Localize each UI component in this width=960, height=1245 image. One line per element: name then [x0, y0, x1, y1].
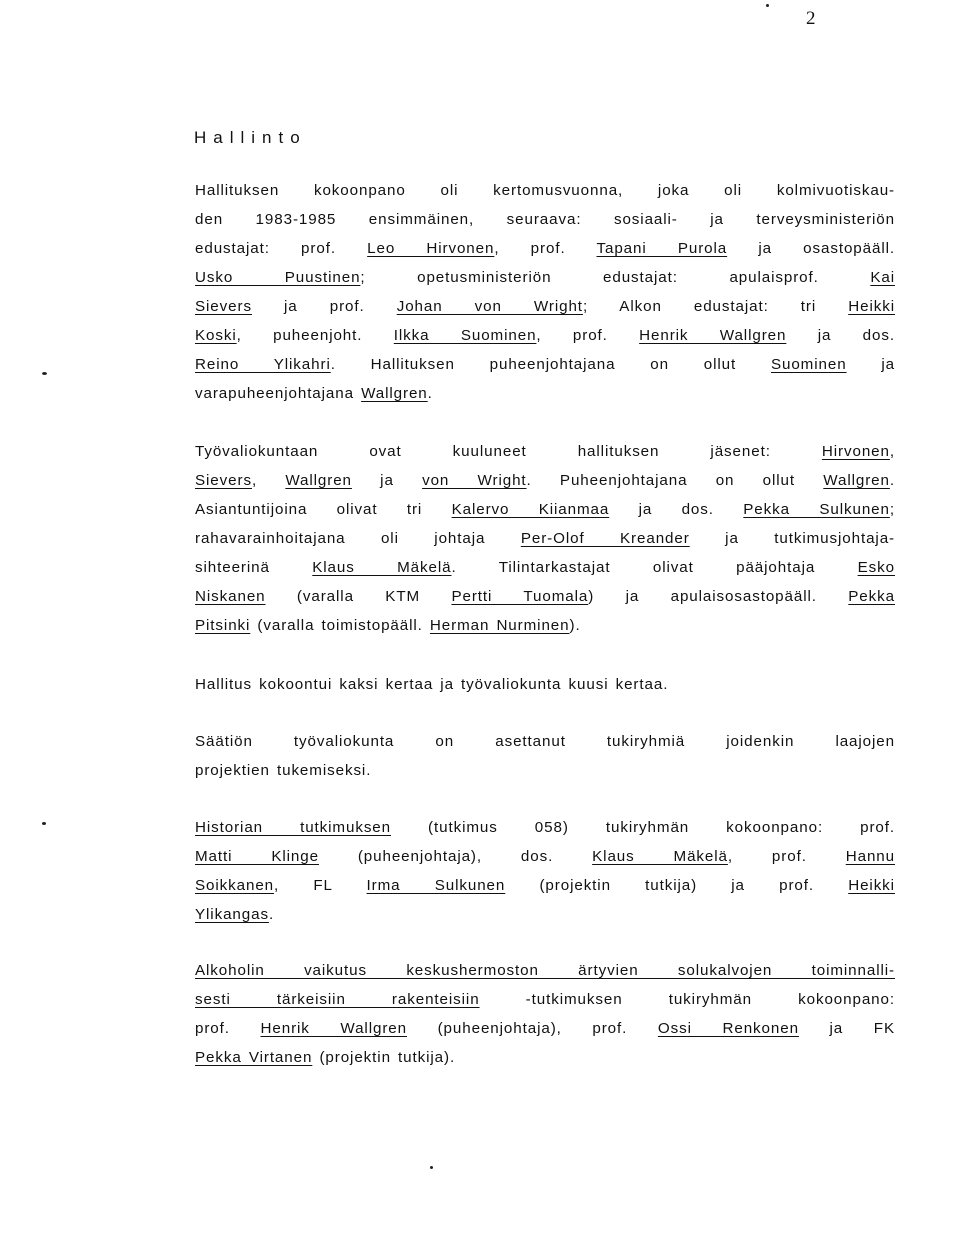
underlined-name: Johan von Wright: [396, 298, 583, 315]
underlined-name: Historian tutkimuksen: [195, 819, 392, 836]
text-span: , puheenjoht.: [236, 327, 394, 344]
text-span: ja osastopääll.: [727, 240, 895, 257]
underlined-name: Reino Ylikahri: [195, 356, 331, 373]
text-line: [195, 756, 895, 785]
text-span: , FL: [274, 877, 367, 894]
text-line: [195, 956, 895, 985]
underlined-name: von Wright: [422, 472, 527, 489]
text-line: [195, 900, 895, 929]
underlined-name: Kalervo Kiianmaa: [451, 501, 610, 518]
text-line: [195, 582, 895, 611]
section-heading: Hallinto: [194, 128, 307, 147]
text-span: Hallitus kokoontui kaksi kertaa ja työvaliokunta kuusi kertaa.: [195, 676, 669, 693]
underlined-name: Ylikangas: [195, 906, 269, 923]
underlined-name: Irma Sulkunen: [366, 877, 506, 894]
underlined-name: Soikkanen: [195, 877, 275, 894]
text-line: [195, 466, 895, 495]
page-number: 2: [806, 8, 816, 29]
text-span: prof.: [195, 1020, 261, 1037]
text-span: (puheenjohtaja), dos.: [318, 848, 593, 865]
underlined-name: Wallgren: [285, 472, 352, 489]
text-line: [195, 234, 895, 263]
text-line: [195, 670, 895, 699]
text-span: (projektin tutkija).: [312, 1049, 456, 1066]
underlined-name: Alkoholin vaikutus keskushermoston ärtyvien solukalvojen toiminnalli-: [195, 962, 895, 979]
underlined-name: Heikki: [848, 298, 895, 315]
text-line: [195, 524, 895, 553]
text-line: [195, 727, 895, 756]
paragraph-meetings: [195, 670, 895, 699]
underlined-name: Pitsinki: [195, 617, 251, 634]
text-span: den 1983-1985 ensimmäinen, seuraava: sosiaali- ja terveysministeriön: [195, 211, 895, 228]
text-span: .: [427, 385, 433, 402]
text-span: ;: [889, 501, 895, 518]
text-span: (tutkimus 058) tukiryhmän kokoonpano: prof.: [391, 819, 895, 836]
paragraph-history-group: [195, 813, 895, 929]
underlined-name: Herman Nurminen: [429, 617, 570, 634]
text-line: [195, 292, 895, 321]
text-span: ; Alkon edustajat: tri: [582, 298, 849, 315]
scan-speck: [766, 4, 769, 7]
underlined-name: Usko Puustinen: [195, 269, 361, 286]
text-span: (varalla KTM: [265, 588, 452, 605]
underlined-name: Pertti Tuomala: [451, 588, 589, 605]
text-span: ja: [846, 356, 895, 373]
text-span: (projektin tutkija) ja prof.: [505, 877, 849, 894]
underlined-name: Wallgren: [361, 385, 428, 402]
text-span: Asiantuntijoina olivat tri: [195, 501, 452, 518]
underlined-name: Sievers: [195, 472, 252, 489]
scan-speck: [42, 822, 46, 825]
text-span: ja FK: [798, 1020, 895, 1037]
underlined-name: Koski: [195, 327, 237, 344]
text-span: edustajat: prof.: [195, 240, 368, 257]
text-span: projektien tukemiseksi.: [195, 762, 372, 779]
underlined-name: Tapani Purola: [596, 240, 728, 257]
text-span: ja dos.: [786, 327, 895, 344]
underlined-name: Hannu: [845, 848, 895, 865]
underlined-name: Pekka Sulkunen: [743, 501, 890, 518]
paragraph-alcohol-group: [195, 956, 895, 1072]
scan-speck: [430, 1166, 433, 1169]
text-line: [195, 205, 895, 234]
text-line: [195, 1043, 895, 1072]
underlined-name: Ossi Renkonen: [657, 1020, 799, 1037]
text-line: [195, 842, 895, 871]
text-line: [195, 350, 895, 379]
underlined-name: Klaus Mäkelä: [592, 848, 728, 865]
scan-speck: [42, 372, 47, 375]
text-span: -tutkimuksen tukiryhmän kokoonpano:: [479, 991, 895, 1008]
text-span: ja tutkimusjohtaja-: [689, 530, 896, 547]
underlined-name: Hirvonen: [821, 443, 890, 460]
text-line: [195, 437, 895, 466]
underlined-name: Matti Klinge: [195, 848, 319, 865]
text-span: sihteerinä: [195, 559, 313, 576]
text-line: [195, 985, 895, 1014]
text-span: ja: [351, 472, 423, 489]
text-span: rahavarainhoitajana oli johtaja: [195, 530, 521, 547]
paragraph-support-groups: [195, 727, 895, 785]
text-span: ).: [569, 617, 581, 634]
underlined-name: Pekka Virtanen: [195, 1049, 313, 1066]
underlined-name: Per-Olof Kreander: [520, 530, 690, 547]
text-span: . Tilintarkastajat olivat pääjohtaja: [451, 559, 858, 576]
underlined-name: Klaus Mäkelä: [312, 559, 452, 576]
underlined-name: Ilkka Suominen: [393, 327, 537, 344]
text-span: ) ja apulaisosastopääll.: [588, 588, 849, 605]
text-span: . Puheenjohtajana on ollut: [526, 472, 824, 489]
text-span: ,: [889, 443, 895, 460]
text-span: Hallituksen kokoonpano oli kertomusvuonna, joka oli kolmivuotiskau-: [195, 182, 895, 199]
text-span: , prof.: [727, 848, 846, 865]
text-span: Säätiön työvaliokunta on asettanut tukiryhmiä joidenkin laajojen: [195, 733, 895, 750]
text-span: (varalla toimistopääll.: [250, 617, 430, 634]
text-span: , prof.: [494, 240, 597, 257]
text-line: [195, 321, 895, 350]
underlined-name: Henrik Wallgren: [260, 1020, 407, 1037]
text-span: varapuheenjohtajana: [195, 385, 362, 402]
text-span: .: [889, 472, 895, 489]
underlined-name: Esko: [857, 559, 895, 576]
text-span: .: [268, 906, 275, 923]
underlined-name: Niskanen: [195, 588, 266, 605]
underlined-name: Henrik Wallgren: [639, 327, 787, 344]
text-span: ,: [251, 472, 286, 489]
underlined-name: Leo Hirvonen: [367, 240, 495, 257]
text-span: (puheenjohtaja), prof.: [406, 1020, 658, 1037]
text-line: [195, 176, 895, 205]
text-line: [195, 1014, 895, 1043]
text-span: ; opetusministeriön edustajat: apulaisprof.: [360, 269, 871, 286]
underlined-name: Wallgren: [823, 472, 890, 489]
text-span: . Hallituksen puheenjohtajana on ollut: [330, 356, 771, 373]
underlined-name: Sievers: [195, 298, 252, 315]
text-line: [195, 263, 895, 292]
underlined-name: Suominen: [770, 356, 847, 373]
text-line: [195, 553, 895, 582]
text-line: [195, 611, 895, 640]
text-line: [195, 813, 895, 842]
text-span: , prof.: [536, 327, 640, 344]
underlined-name: Pekka: [848, 588, 895, 605]
paragraph-board-composition: [195, 176, 895, 408]
underlined-name: Heikki: [848, 877, 895, 894]
underlined-name: Kai: [870, 269, 895, 286]
text-line: [195, 379, 895, 408]
text-line: [195, 495, 895, 524]
text-span: ja prof.: [251, 298, 397, 315]
text-line: [195, 871, 895, 900]
text-span: Työvaliokuntaan ovat kuuluneet hallituksen jäsenet:: [195, 443, 822, 460]
paragraph-working-committee: [195, 437, 895, 640]
underlined-name: sesti tärkeisiin rakenteisiin: [195, 991, 480, 1008]
text-span: ja dos.: [609, 501, 744, 518]
